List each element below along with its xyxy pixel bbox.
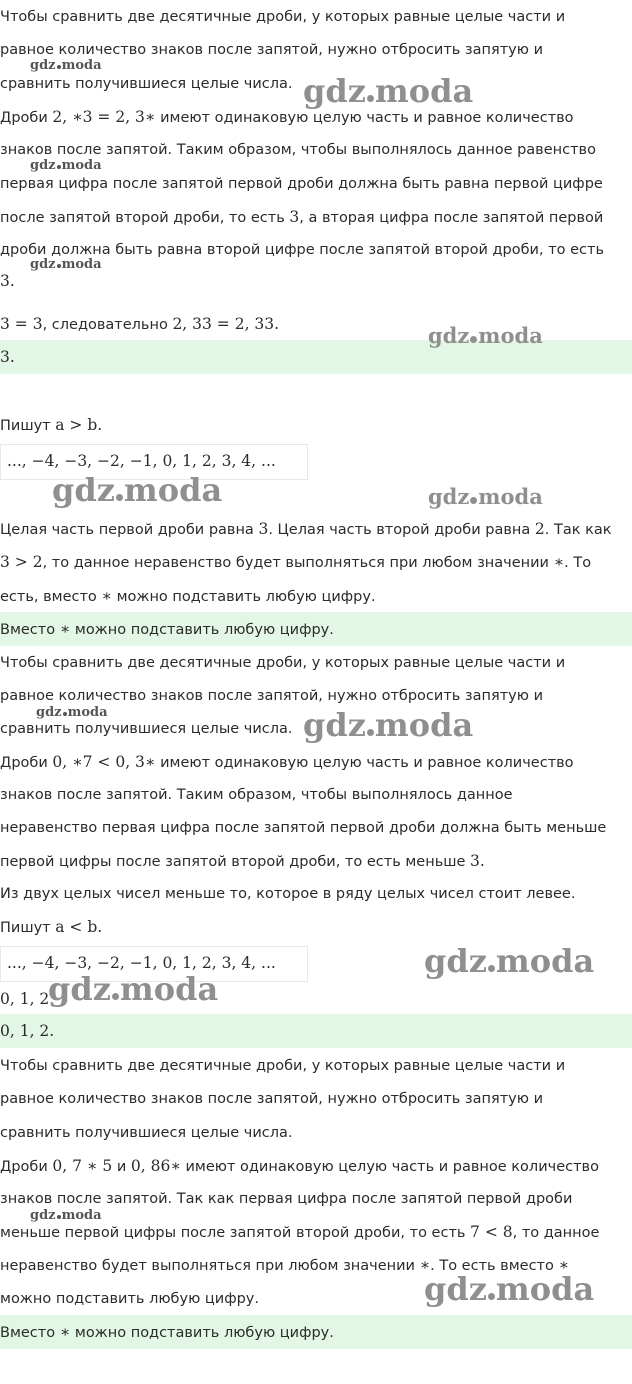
- text-line: равное количество знаков после запятой, нужно отбросить запятую и: [0, 688, 543, 704]
- text-line: меньше первой цифры после запятой второй дроби, то есть 7 < 8, то данное: [0, 1223, 600, 1241]
- watermark-logo: gdz moda: [303, 72, 474, 110]
- text-line: Чтобы сравнить две десятичные дроби, у которых равные целые части и: [0, 655, 566, 671]
- text-line: Пишут a > b.: [0, 416, 103, 434]
- text-line: сравнить получившиеся целые числа.: [0, 721, 293, 737]
- answer-box: [0, 612, 632, 646]
- text-line: Дроби 0, 7 ∗ 5 и 0, 86∗ имеют одинаковую целую часть и равное количество: [0, 1157, 599, 1175]
- text-line: знаков после запятой. Таким образом, чтобы выполнялось данное равенство: [0, 142, 596, 158]
- text-line: первой цифры после запятой второй дроби, то есть меньше 3.: [0, 852, 485, 870]
- watermark-logo: gdz moda: [30, 1208, 102, 1223]
- watermark-logo: gdz moda: [36, 705, 108, 720]
- watermark-logo: gdz moda: [52, 471, 223, 509]
- integer-sequence: ..., −4, −3, −2, −1, 0, 1, 2, 3, 4, ...: [7, 954, 276, 972]
- answer-text: Вместо ∗ можно подставить любую цифру.: [0, 1323, 334, 1341]
- text-line: сравнить получившиеся целые числа.: [0, 1125, 293, 1141]
- text-line: Пишут a < b.: [0, 918, 103, 936]
- text-line: знаков после запятой. Так как первая цифра после запятой первой дроби: [0, 1191, 573, 1207]
- watermark-logo: gdz moda: [30, 58, 102, 73]
- text-line: 3 > 2, то данное неравенство будет выполняться при любом значении ∗. То: [0, 553, 592, 571]
- watermark-logo: gdz moda: [428, 323, 543, 348]
- text-line: есть, вместо ∗ можно подставить любую цифру.: [0, 587, 376, 605]
- text-line: 0, 1, 2.: [0, 990, 55, 1008]
- text-line: равное количество знаков после запятой, нужно отбросить запятую и: [0, 1091, 543, 1107]
- answer-text: 0, 1, 2.: [0, 1022, 55, 1040]
- watermark-logo: gdz moda: [30, 257, 102, 272]
- text-line: Из двух целых чисел меньше то, которое в ряду целых чисел стоит левее.: [0, 886, 576, 902]
- watermark-logo: gdz moda: [424, 942, 595, 980]
- watermark-logo: gdz moda: [303, 706, 474, 744]
- text-line: Целая часть первой дроби равна 3. Целая часть второй дроби равна 2. Так как: [0, 520, 612, 538]
- text-line: дроби должна быть равна второй цифре после запятой второй дроби, то есть: [0, 242, 605, 258]
- text-line: первая цифра после запятой первой дроби должна быть равна первой цифре: [0, 176, 603, 192]
- text-line: 3.: [0, 272, 15, 290]
- watermark-logo: gdz moda: [424, 1270, 595, 1308]
- text-line: сравнить получившиеся целые числа.: [0, 76, 293, 92]
- text-line: неравенство будет выполняться при любом значении ∗. То есть вместо ∗: [0, 1256, 570, 1274]
- text-line: неравенство первая цифра после запятой первой дроби должна быть меньше: [0, 820, 607, 836]
- text-line: после запятой второй дроби, то есть 3, а вторая цифра после запятой первой: [0, 208, 604, 226]
- text-line: Дроби 0, ∗7 < 0, 3∗ имеют одинаковую целую часть и равное количество: [0, 753, 574, 771]
- text-line: знаков после запятой. Таким образом, чтобы выполнялось данное: [0, 787, 513, 803]
- answer-box: [0, 1014, 632, 1048]
- text-line: 3 = 3, следовательно 2, 33 = 2, 33.: [0, 315, 280, 333]
- answer-box: [0, 1315, 632, 1349]
- watermark-logo: gdz moda: [30, 158, 102, 173]
- answer-text: 3.: [0, 348, 15, 366]
- watermark-logo: gdz moda: [48, 970, 219, 1008]
- answer-text: Вместо ∗ можно подставить любую цифру.: [0, 620, 334, 638]
- text-line: Чтобы сравнить две десятичные дроби, у которых равные целые части и: [0, 1058, 566, 1074]
- watermark-logo: gdz moda: [428, 484, 543, 509]
- integer-sequence: ..., −4, −3, −2, −1, 0, 1, 2, 3, 4, ...: [7, 452, 276, 470]
- text-line: равное количество знаков после запятой, нужно отбросить запятую и: [0, 42, 543, 58]
- text-line: Дроби 2, ∗3 = 2, 3∗ имеют одинаковую целую часть и равное количество: [0, 108, 574, 126]
- text-line: Чтобы сравнить две десятичные дроби, у которых равные целые части и: [0, 9, 566, 25]
- text-line: можно подставить любую цифру.: [0, 1291, 259, 1307]
